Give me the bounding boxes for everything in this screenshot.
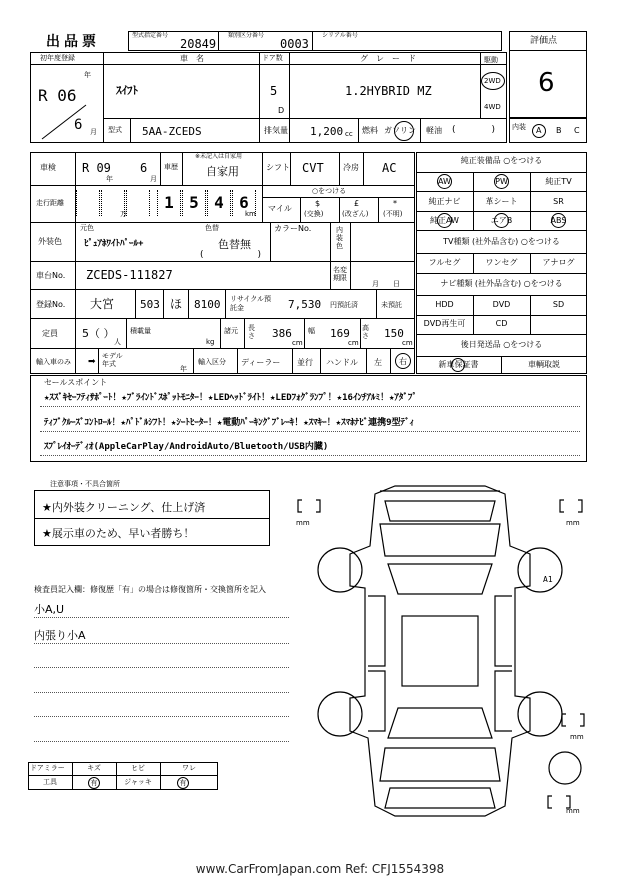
shaken-month: 6 xyxy=(140,161,148,175)
serial-label: シリアル番号 xyxy=(322,32,358,39)
equip-genuine-aw: 純正AW xyxy=(430,216,459,225)
shift-value: CVT xyxy=(302,161,324,175)
car-name: ｽｲﾌﾄ xyxy=(116,84,138,97)
drive-2wd: 2WD xyxy=(484,77,501,85)
door-value: 5 xyxy=(270,84,278,98)
reg-num: 8100 xyxy=(194,298,221,311)
notes-label: 注意事項・不具合箇所 xyxy=(50,480,120,488)
mileage-digit xyxy=(76,190,100,216)
inspector-label: 検査員記入欄：修復歴「有」の場合は修復箇所・交換箇所を記入 xyxy=(34,585,266,594)
interior-a: A xyxy=(536,126,542,135)
capacity-value: 5（ ） xyxy=(82,327,115,340)
first-reg-month: 6 xyxy=(74,117,83,133)
mileage-digit: 4 xyxy=(207,190,231,216)
first-reg-year: R 06 xyxy=(38,86,77,105)
displacement-value: 1,200 xyxy=(310,125,344,138)
first-reg-label: 初年度登録 xyxy=(40,54,75,62)
car-name-label: 車 名 xyxy=(180,54,204,63)
mileage-digit: 1 xyxy=(157,190,181,216)
inspector-line-1: 小A,U xyxy=(34,603,65,616)
sales-line-2: ﾃｨﾌﾞｸﾙｰｽﾞｺﾝﾄﾛｰﾙ！★ﾊﾟﾄﾞﾙｼﾌﾄ！★ｼｰﾄﾋｰﾀｰ！★電動ﾊﾟｰｷﾝｸﾞﾌﾞﾚｰｷ！★ｽﾏｷｰ！★ｽﾏﾎﾅﾋﾞ連携9型ﾃﾞｨ xyxy=(44,418,415,428)
equip-title: 純正装備品 ○をつける xyxy=(460,156,543,165)
drive-4wd: 4WD xyxy=(484,103,501,111)
height-value: 150 xyxy=(384,327,404,340)
sales-line-1: ★ｽｽﾞｷｾｰﾌﾃｨｻﾎﾟｰﾄ！★ﾌﾞﾗｲﾝﾄﾞｽﾎﾟｯﾄﾓﾆﾀｰ！★LEDﾍｯﾄﾞﾗｲﾄ！★LEDﾌｫｸﾞﾗﾝﾌﾟ！★16ｲﾝﾁｱﾙﾐ！★ｱﾀﾞﾌﾟ xyxy=(44,393,417,403)
color-change-value: 色替無 xyxy=(218,238,251,251)
orig-color-value: ﾋﾟｭｱﾎﾜｲﾄﾊﾟｰﾙ+ xyxy=(84,239,144,249)
car-diagram xyxy=(290,476,590,836)
mileage-digit: 6 xyxy=(232,190,256,216)
length-value: 386 xyxy=(272,327,292,340)
reg-place: 大宮 xyxy=(90,297,115,311)
equip-aw: AW xyxy=(438,177,451,186)
use-value: 自家用 xyxy=(206,165,239,178)
chassis-value: ZCEDS-111827 xyxy=(86,268,173,282)
shaken-value: R 09 xyxy=(82,161,111,175)
note-line-1: ★内外装クリーニング、仕上げ済 xyxy=(42,501,206,514)
damage-mark-a1: A1 xyxy=(543,575,553,584)
sales-line-3: ｽﾌﾟﾚｲｵｰﾃﾞｨｵ(AppleCarPlay/AndroidAuto/Bluetooth/USB内臓) xyxy=(44,442,329,452)
mileage-digit xyxy=(126,190,150,216)
equip-abs: ABS xyxy=(550,216,567,225)
fuel-value: ガソリン xyxy=(384,126,416,135)
tool-have: 有 xyxy=(88,777,100,789)
reg-kana: ほ xyxy=(170,297,183,311)
jack-have: 有 xyxy=(177,777,189,789)
class-label: 類別区分番号 xyxy=(228,32,265,39)
type-value: 5AA-ZCEDS xyxy=(142,125,202,138)
mileage-digit: 5 xyxy=(182,190,206,216)
recycle-value: 7,530 xyxy=(288,298,322,311)
handle-right: 右 xyxy=(399,357,407,366)
score-label: 評価点 xyxy=(530,36,558,46)
note-line-2: ★展示車のため、早い者勝ち！ xyxy=(42,527,195,540)
equip-airbag: エアB xyxy=(490,216,513,225)
cool-value: AC xyxy=(382,161,397,175)
inspector-line-2: 内張り小A xyxy=(34,629,86,642)
model-code-value: 20849 xyxy=(180,37,217,51)
watermark: www.CarFromJapan.com Ref: CFJ1554398 xyxy=(195,862,445,876)
score-value: 6 xyxy=(538,68,555,98)
grade-label: グ レ ー ド xyxy=(360,54,416,63)
class-value: 0003 xyxy=(280,37,309,51)
page-title: 出品票 xyxy=(46,34,100,50)
width-value: 169 xyxy=(330,327,350,340)
grade-value: 1.2HYBRID MZ xyxy=(345,84,432,98)
later-warranty: 新車保証書 xyxy=(438,360,479,369)
model-code-label: 型式指定番号 xyxy=(132,32,169,39)
reg-class: 503 xyxy=(140,298,160,311)
equip-pw: PW xyxy=(495,177,508,186)
